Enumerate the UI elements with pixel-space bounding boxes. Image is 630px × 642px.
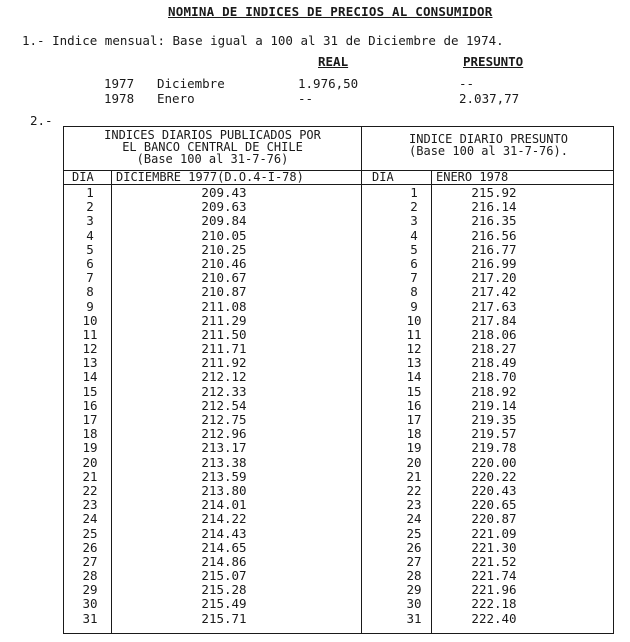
day-cell: 16 xyxy=(82,397,98,413)
january-column-header: ENERO 1978 xyxy=(436,170,509,184)
day-cell: 7 xyxy=(86,270,94,286)
day-cell: 5 xyxy=(410,241,418,257)
day-cell: 11 xyxy=(406,326,422,342)
december-value-cell: 213.80 xyxy=(201,482,247,498)
day-cell: 30 xyxy=(82,596,98,612)
january-value-cell: 216.14 xyxy=(471,199,517,215)
december-value-cell: 210.67 xyxy=(201,270,247,286)
day-cell: 5 xyxy=(86,241,94,257)
day-cell: 10 xyxy=(82,312,98,328)
day-cell: 25 xyxy=(406,525,422,541)
december-value-cell: 211.50 xyxy=(201,326,247,342)
left-header-line: (Base 100 al 31-7-76) xyxy=(136,152,289,166)
left-table-header xyxy=(64,129,361,165)
january-value-cell: 221.52 xyxy=(471,553,517,569)
day-cell: 8 xyxy=(86,284,94,300)
day-cell: 27 xyxy=(406,553,422,569)
day-cell: 21 xyxy=(82,468,98,484)
day-cell: 26 xyxy=(406,539,422,555)
january-value-cell: 218.92 xyxy=(471,383,517,399)
december-value-cell: 212.54 xyxy=(201,397,247,413)
december-value-cell: 215.28 xyxy=(201,582,247,598)
january-value-cell: 219.57 xyxy=(471,426,517,442)
row-presunto-value: -- xyxy=(459,76,475,91)
december-value-cell: 212.33 xyxy=(201,383,247,399)
day-cell: 4 xyxy=(86,227,94,243)
december-value-cell: 209.43 xyxy=(201,185,247,200)
january-value-cell: 219.35 xyxy=(471,412,517,427)
day-cell: 15 xyxy=(406,383,422,399)
december-value-cell: 211.92 xyxy=(201,355,247,371)
december-value-cell: 210.87 xyxy=(201,284,247,300)
day-cell: 24 xyxy=(406,511,422,527)
january-value-cell: 220.65 xyxy=(471,497,517,513)
december-value-cell: 212.96 xyxy=(201,426,247,442)
section-1-heading xyxy=(22,33,504,48)
december-value-cell: 209.84 xyxy=(201,213,247,229)
january-value-cell: 220.87 xyxy=(471,511,517,527)
january-value-cell: 219.78 xyxy=(471,440,517,456)
row-year: 1977 xyxy=(104,76,135,91)
right-header-line: (Base 100 al 31-7-76). xyxy=(409,144,568,158)
january-value-cell: 217.42 xyxy=(471,284,517,300)
january-values-column xyxy=(459,186,529,626)
december-value-cell: 214.22 xyxy=(201,511,247,527)
january-value-cell: 218.27 xyxy=(471,341,517,357)
day-cell: 17 xyxy=(406,412,422,427)
january-value-cell: 219.14 xyxy=(471,397,517,413)
right-table-header xyxy=(362,133,615,157)
day-cell: 26 xyxy=(82,539,98,555)
january-value-cell: 220.43 xyxy=(471,482,517,498)
january-value-cell: 216.56 xyxy=(471,227,517,243)
row-real-value: 1.976,50 xyxy=(298,76,359,91)
december-value-cell: 214.01 xyxy=(201,497,247,513)
day-cell: 1 xyxy=(410,185,418,200)
january-value-cell: 216.35 xyxy=(471,213,517,229)
day-cell: 22 xyxy=(82,482,98,498)
table-divider xyxy=(431,171,432,633)
january-value-cell: 216.99 xyxy=(471,255,517,271)
december-value-cell: 214.65 xyxy=(201,539,247,555)
january-value-cell: 222.18 xyxy=(471,596,517,612)
day-cell: 23 xyxy=(406,497,422,513)
january-value-cell: 221.74 xyxy=(471,568,517,584)
january-value-cell: 217.63 xyxy=(471,298,517,314)
december-value-cell: 214.43 xyxy=(201,525,247,541)
day-cell: 6 xyxy=(410,255,418,271)
december-value-cell: 215.49 xyxy=(201,596,247,612)
december-value-cell: 215.07 xyxy=(201,568,247,584)
january-value-cell: 216.77 xyxy=(471,241,517,257)
december-days-column xyxy=(72,186,108,626)
table-divider xyxy=(64,184,613,185)
section-2-number: 2.- xyxy=(30,113,53,128)
document-title: NOMINA DE INDICES DE PRECIOS AL CONSUMIDOR xyxy=(168,4,493,19)
january-value-cell: 217.20 xyxy=(471,270,517,286)
day-cell: 10 xyxy=(406,312,422,328)
day-cell: 14 xyxy=(406,369,422,385)
presunto-column-header: PRESUNTO xyxy=(463,54,524,69)
day-cell: 29 xyxy=(82,582,98,598)
real-column-header: REAL xyxy=(318,54,349,69)
day-cell: 9 xyxy=(410,298,418,314)
january-value-cell: 222.40 xyxy=(471,610,517,626)
january-value-cell: 220.00 xyxy=(471,454,517,470)
december-value-cell: 210.25 xyxy=(201,241,247,257)
december-value-cell: 213.17 xyxy=(201,440,247,456)
day-cell: 24 xyxy=(82,511,98,527)
day-cell: 2 xyxy=(86,199,94,215)
daily-index-table xyxy=(63,126,614,634)
row-month: Diciembre xyxy=(157,76,225,91)
left-day-column-header: DIA xyxy=(72,170,94,184)
december-value-cell: 211.29 xyxy=(201,312,247,328)
section-1-text: Indice mensual: Base igual a 100 al 31 de Diciembre de 1974. xyxy=(52,33,504,48)
day-cell: 23 xyxy=(82,497,98,513)
december-value-cell: 214.86 xyxy=(201,553,247,569)
december-value-cell: 211.71 xyxy=(201,341,247,357)
december-value-cell: 210.05 xyxy=(201,227,247,243)
january-value-cell: 221.96 xyxy=(471,582,517,598)
day-cell: 14 xyxy=(82,369,98,385)
day-cell: 20 xyxy=(406,454,422,470)
december-value-cell: 209.63 xyxy=(201,199,247,215)
day-cell: 29 xyxy=(406,582,422,598)
december-column-header: DICIEMBRE 1977(D.O.4-I-78) xyxy=(116,170,304,184)
january-value-cell: 218.70 xyxy=(471,369,517,385)
day-cell: 13 xyxy=(406,355,422,371)
december-value-cell: 210.46 xyxy=(201,255,247,271)
day-cell: 12 xyxy=(406,341,422,357)
row-year: 1978 xyxy=(104,91,135,106)
day-cell: 15 xyxy=(82,383,98,399)
day-cell: 16 xyxy=(406,397,422,413)
day-cell: 4 xyxy=(410,227,418,243)
january-value-cell: 220.22 xyxy=(471,468,517,484)
december-value-cell: 212.75 xyxy=(201,412,247,427)
table-divider xyxy=(111,171,112,633)
day-cell: 18 xyxy=(82,426,98,442)
day-cell: 20 xyxy=(82,454,98,470)
day-cell: 18 xyxy=(406,426,422,442)
day-cell: 25 xyxy=(82,525,98,541)
day-cell: 21 xyxy=(406,468,422,484)
day-cell: 11 xyxy=(82,326,98,342)
day-cell: 19 xyxy=(82,440,98,456)
day-cell: 2 xyxy=(410,199,418,215)
january-days-column xyxy=(399,186,429,626)
day-cell: 8 xyxy=(410,284,418,300)
day-cell: 3 xyxy=(86,213,94,229)
row-real-value: -- xyxy=(298,91,314,106)
day-cell: 28 xyxy=(406,568,422,584)
january-value-cell: 217.84 xyxy=(471,312,517,328)
day-cell: 31 xyxy=(82,610,98,626)
row-presunto-value: 2.037,77 xyxy=(459,91,520,106)
january-value-cell: 215.92 xyxy=(471,185,517,200)
monthly-index-row xyxy=(104,91,584,107)
day-cell: 13 xyxy=(82,355,98,371)
day-cell: 27 xyxy=(82,553,98,569)
day-cell: 6 xyxy=(86,255,94,271)
day-cell: 12 xyxy=(82,341,98,357)
section-1-number: 1.- xyxy=(22,33,45,48)
december-value-cell: 213.59 xyxy=(201,468,247,484)
right-day-column-header: DIA xyxy=(372,170,394,184)
row-month: Enero xyxy=(157,91,195,106)
december-values-column xyxy=(184,186,264,626)
day-cell: 7 xyxy=(410,270,418,286)
day-cell: 3 xyxy=(410,213,418,229)
right-header-line: INDICE DIARIO PRESUNTO xyxy=(409,132,568,146)
day-cell: 28 xyxy=(82,568,98,584)
day-cell: 9 xyxy=(86,298,94,314)
day-cell: 22 xyxy=(406,482,422,498)
day-cell: 31 xyxy=(406,610,422,626)
january-value-cell: 218.06 xyxy=(471,326,517,342)
table-divider xyxy=(361,127,362,633)
day-cell: 30 xyxy=(406,596,422,612)
monthly-index-row xyxy=(104,76,584,92)
january-value-cell: 221.09 xyxy=(471,525,517,541)
day-cell: 1 xyxy=(86,185,94,200)
december-value-cell: 212.12 xyxy=(201,369,247,385)
day-cell: 19 xyxy=(406,440,422,456)
left-header-line: EL BANCO CENTRAL DE CHILE xyxy=(122,140,303,154)
december-value-cell: 213.38 xyxy=(201,454,247,470)
left-header-line: INDICES DIARIOS PUBLICADOS POR xyxy=(104,128,321,142)
january-value-cell: 218.49 xyxy=(471,355,517,371)
december-value-cell: 215.71 xyxy=(201,610,247,626)
december-value-cell: 211.08 xyxy=(201,298,247,314)
january-value-cell: 221.30 xyxy=(471,539,517,555)
day-cell: 17 xyxy=(82,412,98,427)
